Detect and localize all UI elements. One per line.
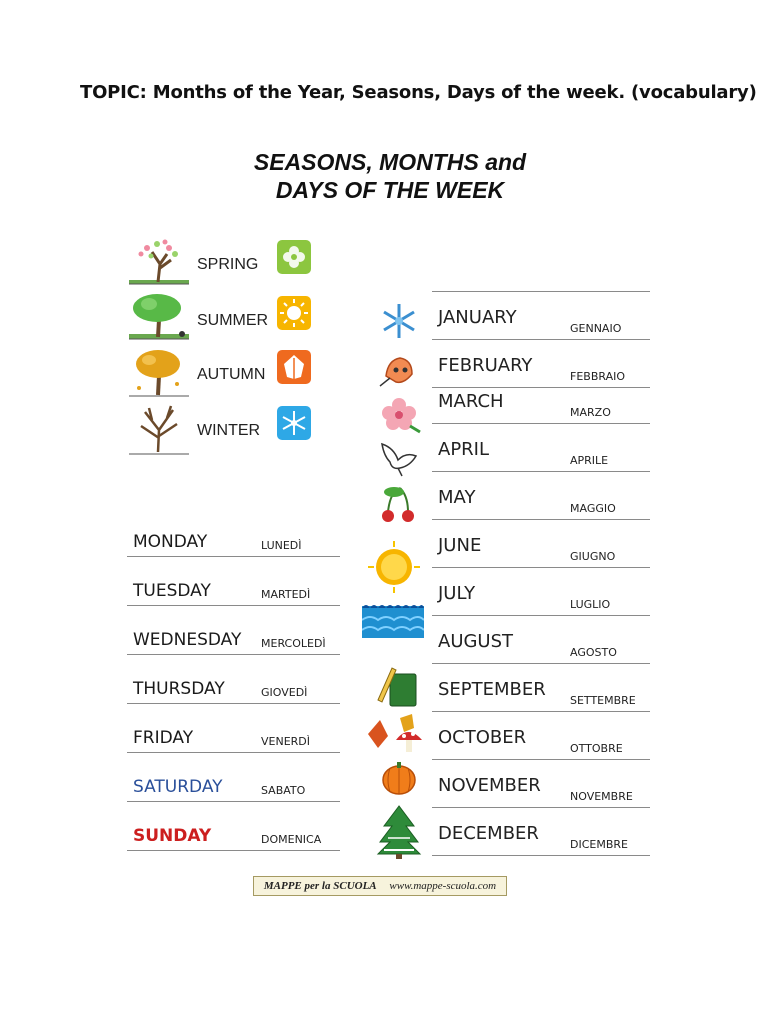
day-row: [127, 820, 340, 851]
season-winter: [127, 400, 327, 456]
month-name: SEPTEMBER: [438, 679, 546, 700]
month-name: JANUARY: [438, 307, 517, 328]
month-name-italian: GIUGNO: [570, 550, 616, 563]
month-row: [432, 625, 650, 664]
day-name-italian: SABATO: [261, 784, 306, 797]
month-row: [432, 721, 650, 760]
leaf-icon: [277, 350, 311, 384]
month-row: [432, 769, 650, 808]
sea-waves-icon: [362, 602, 424, 640]
autumn-tree-icon: [127, 344, 191, 400]
month-name: JULY: [438, 583, 476, 604]
day-row: [127, 624, 340, 655]
footer-credit: [253, 876, 507, 896]
day-row: [127, 526, 340, 557]
day-name-italian: GIOVEDÌ: [261, 686, 308, 699]
month-name-italian: NOVEMBRE: [570, 790, 633, 803]
day-name: SATURDAY: [133, 777, 223, 797]
month-name: MARCH: [438, 391, 504, 412]
snowflake-icon: [277, 406, 311, 440]
month-row: [432, 385, 650, 424]
month-row: [432, 301, 650, 340]
season-summer: [127, 290, 327, 346]
day-name: WEDNESDAY: [133, 630, 242, 650]
month-name: AUGUST: [438, 631, 514, 652]
day-name: MONDAY: [133, 532, 208, 552]
season-spring: [127, 234, 327, 290]
carnival-mask-icon: [374, 346, 424, 392]
mushroom-leaves-icon: [366, 712, 426, 758]
month-row: [432, 481, 650, 520]
season-label: SPRING: [197, 256, 259, 273]
season-label: SUMMER: [197, 312, 269, 329]
month-name-italian: APRILE: [570, 454, 609, 467]
christmas-tree-icon: [374, 804, 424, 860]
day-name-italian: DOMENICA: [261, 833, 322, 846]
footer-url: www.mappe-scuola.com: [389, 880, 497, 892]
month-row: [432, 433, 650, 472]
day-name: THURSDAY: [133, 679, 225, 699]
spring-tree-icon: [127, 234, 191, 290]
month-name-italian: MARZO: [570, 406, 611, 419]
summer-tree-icon: [127, 290, 191, 346]
day-name: FRIDAY: [133, 728, 194, 748]
day-name: SUNDAY: [133, 826, 212, 846]
day-row: [127, 575, 340, 606]
month-name: FEBRUARY: [438, 355, 533, 376]
day-row: [127, 771, 340, 802]
month-row: [432, 577, 650, 616]
month-name-italian: GENNAIO: [570, 322, 622, 335]
month-name-italian: LUGLIO: [570, 598, 611, 611]
topic-heading: TOPIC: Months of the Year, Seasons, Days of the week. (vocabulary): [80, 82, 757, 103]
day-name: TUESDAY: [133, 581, 211, 601]
day-name-italian: VENERDÌ: [261, 735, 311, 748]
page-title-line-2: DAYS OF THE WEEK: [275, 177, 505, 203]
month-name: NOVEMBER: [438, 775, 541, 796]
month-name: DECEMBER: [438, 823, 539, 844]
month-name-italian: SETTEMBRE: [570, 694, 636, 707]
month-name-italian: AGOSTO: [570, 646, 617, 659]
sun-icon: [366, 540, 422, 594]
pumpkin-icon: [374, 758, 424, 804]
blossom-icon: [374, 392, 424, 438]
flower-icon: [277, 240, 311, 274]
month-name: OCTOBER: [438, 727, 527, 748]
snowflake-icon: [374, 298, 424, 344]
season-autumn: [127, 344, 327, 400]
page-title-line-1: SEASONS, MONTHS and: [253, 149, 527, 175]
month-row: [432, 529, 650, 568]
winter-tree-icon: [127, 400, 191, 456]
cherries-icon: [374, 482, 424, 528]
month-name: APRIL: [438, 439, 490, 460]
month-name-italian: OTTOBRE: [570, 742, 623, 755]
page-title: [220, 148, 560, 204]
months-top-rule: [432, 291, 650, 292]
day-row: [127, 722, 340, 753]
day-name-italian: LUNEDÌ: [261, 539, 302, 552]
month-row: [432, 673, 650, 712]
day-row: [127, 673, 340, 704]
month-name-italian: MAGGIO: [570, 502, 616, 515]
month-name: MAY: [438, 487, 476, 508]
footer-brand: MAPPE per la SCUOLA: [263, 880, 377, 892]
book-pencil-icon: [374, 664, 424, 710]
month-row: [432, 817, 650, 856]
sun-icon: [277, 296, 311, 330]
day-name-italian: MARTEDÌ: [261, 588, 311, 601]
season-label: AUTUMN: [197, 366, 266, 383]
month-name: JUNE: [438, 535, 482, 556]
season-label: WINTER: [197, 422, 261, 439]
month-name-italian: DICEMBRE: [570, 838, 628, 851]
day-name-italian: MERCOLEDÌ: [261, 637, 326, 650]
month-row: [432, 349, 650, 388]
month-name-italian: FEBBRAIO: [570, 370, 625, 383]
dove-icon: [374, 434, 424, 480]
